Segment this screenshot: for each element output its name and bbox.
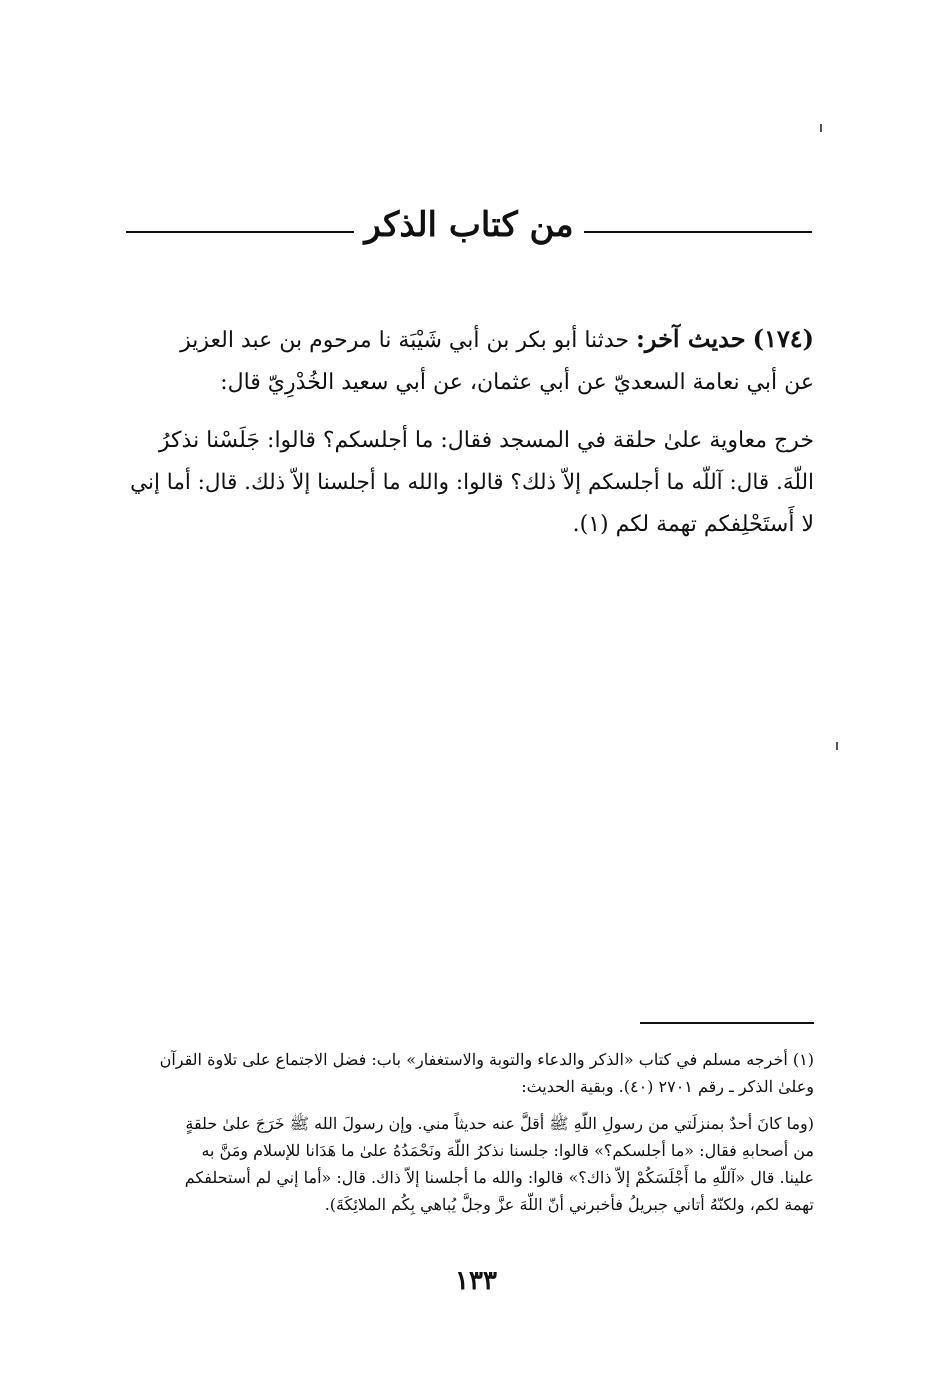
- footnote-line: (وما كانَ أحدٌ بمنزلَتي من رسولِ اللّهِ ﷺ أقلَّ عنه حديثاً مني. وإن رسولَ الله ﷺ خَرَجَ علىٰ حلقةٍ: [185, 1114, 814, 1133]
- chapter-heading: [126, 198, 812, 252]
- footnote-line: تهمة لكم، ولكنّهُ أتاني جبريلُ فأخبرني أنّ اللّهَ عزَّ وجلَّ يُباهي بِكُم الملائِكَةَ).: [324, 1195, 814, 1214]
- isnad-text-1: حدثنا أبو بكر بن أبي شَيْبَة نا مرحوم بن عبد العزيز: [180, 328, 629, 353]
- footnote-line: علينا. قال «آللّهِ ما أَجْلَسَكُمْ إلاّ ذاك؟» قالوا: والله ما أجلسنا إلاّ ذاك. قال: «أما إني لم أستحلفكم: [184, 1168, 814, 1187]
- hadith-number: (١٧٤): [752, 324, 814, 353]
- hadith-label: حديث آخر:: [635, 324, 746, 353]
- isnad-line-1: [120, 318, 814, 362]
- hadith-isnad: [120, 318, 814, 404]
- footnote-line: من أصحابهِ فقال: «ما أجلسكم؟» قالوا: جلسنا نذكرُ اللّهَ ونَحْمَدُهُ علىٰ ما هَدَانا للإسلام ومَنَّ به: [201, 1141, 814, 1160]
- matn-line-2: اللّهَ. قال: آللّه ما أجلسكم إلاّ ذلك؟ قالوا: والله ما أجلسنا إلاّ ذلك. قال: أما إني: [130, 470, 814, 495]
- chapter-title: من كتاب الذكر: [364, 205, 574, 245]
- matn-line-1: خرج معاوية علىٰ حلقة في المسجد فقال: ما أجلسكم؟ قالوا: جَلَسْنا نذكرُ: [158, 428, 814, 453]
- hadith-matn: [120, 420, 814, 546]
- scan-mark: [836, 742, 838, 750]
- isnad-line-2: عن أبي نعامة السعديّ عن أبي عثمان، عن أبي سعيد الخُدْرِيّ قال:: [220, 370, 814, 395]
- title-rule-left: [126, 231, 354, 233]
- footnote-1: [120, 1046, 814, 1100]
- footnote-line: وعلىٰ الذكر ـ رقم ٢٧٠١ (٤٠). وبقية الحديث:: [521, 1077, 814, 1096]
- footnote-separator: [640, 1022, 814, 1024]
- footnote-line: (١) أخرجه مسلم في كتاب «الذكر والدعاء والتوبة والاستغفار» باب: فضل الاجتماع على تلاوة القرآن: [159, 1050, 814, 1069]
- footnote-quote: [120, 1110, 814, 1218]
- scan-mark: [820, 124, 822, 132]
- matn-line-3: لا أَستَحْلِفكم تهمة لكم (١).: [572, 512, 814, 537]
- title-rule-right: [584, 231, 812, 233]
- page-number: ١٣٣: [455, 1266, 497, 1296]
- footnotes: [120, 1046, 814, 1218]
